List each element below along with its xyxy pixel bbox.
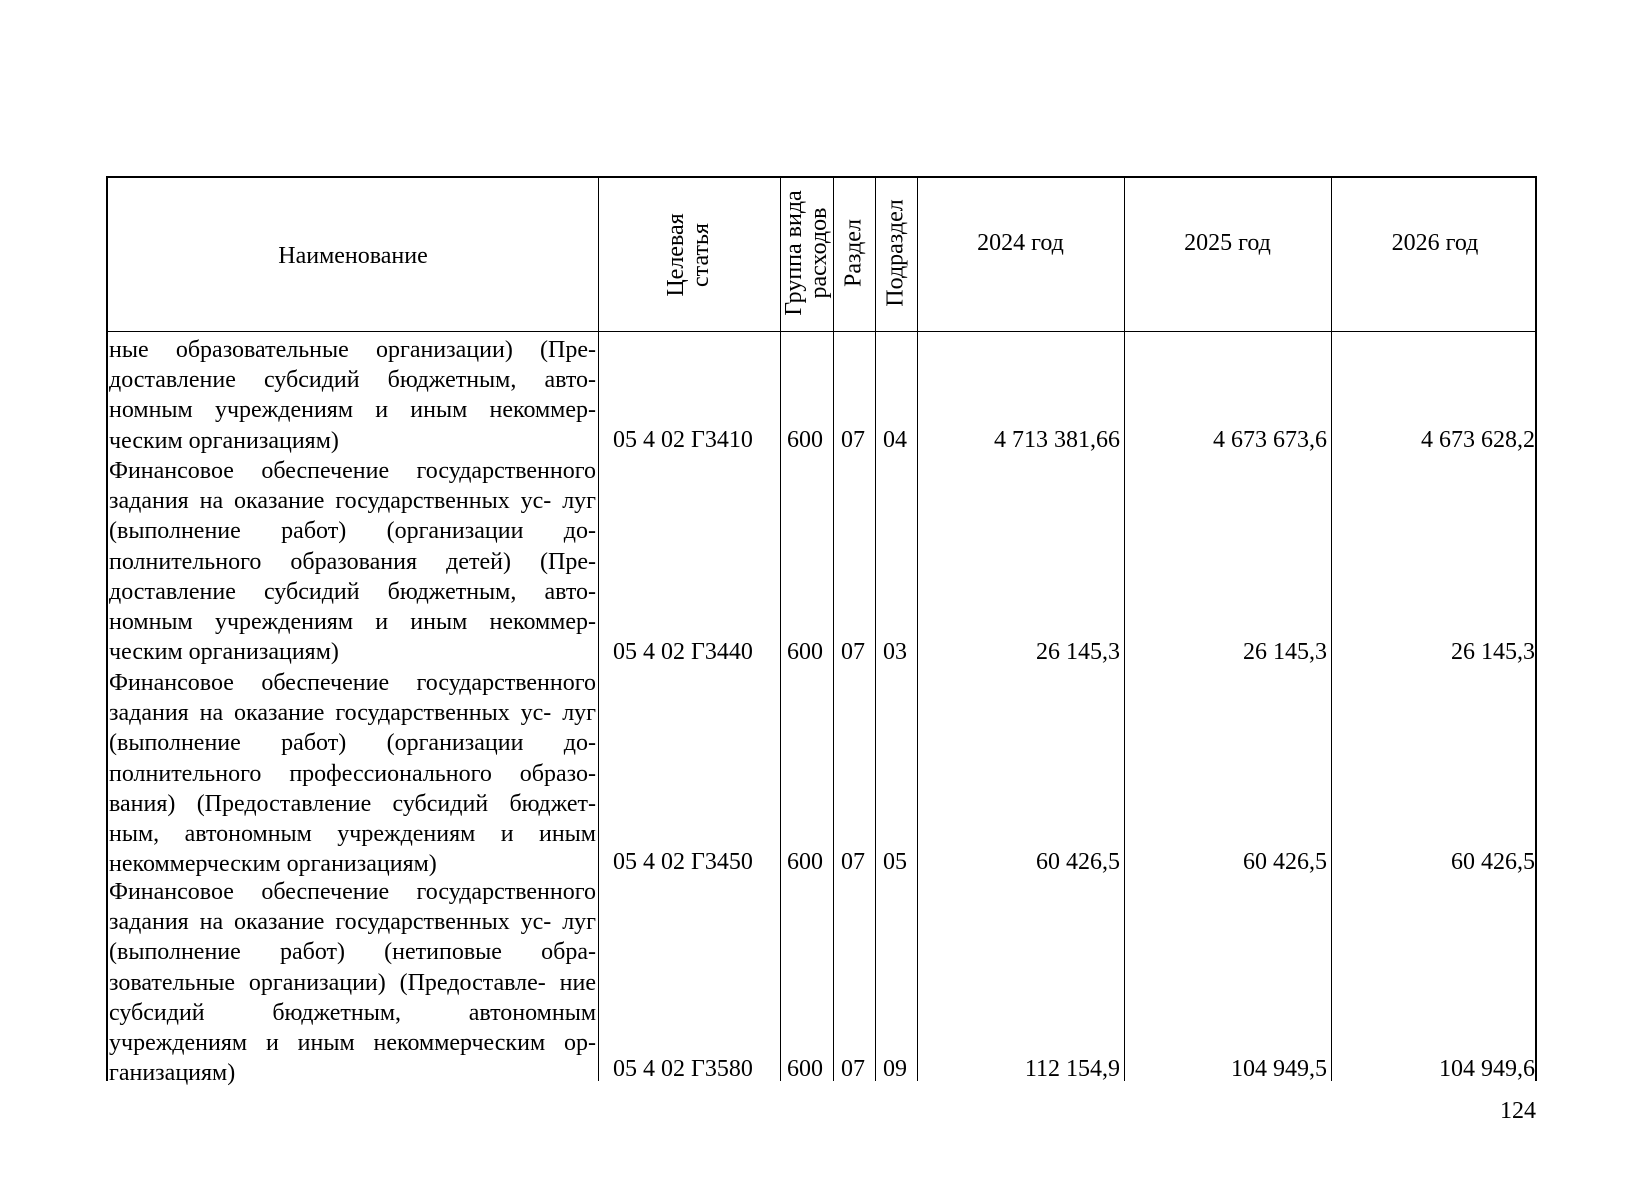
page-number: 124	[1500, 1098, 1536, 1124]
header-target-article: Целевая статья	[663, 213, 714, 297]
column-divider	[917, 178, 918, 1081]
column-divider	[1331, 178, 1332, 1081]
row-amount-2026: 104 949,6	[1439, 1056, 1535, 1082]
row-target-article: 05 4 02 Г3580	[613, 1056, 753, 1082]
row-section: 07	[841, 639, 865, 665]
budget-table	[106, 176, 1537, 1087]
row-amount-2025: 104 949,5	[1231, 1056, 1327, 1082]
row-expense-group: 600	[787, 427, 823, 453]
header-section: Раздел	[840, 219, 867, 287]
row-expense-group: 600	[787, 849, 823, 875]
row-target-article: 05 4 02 Г3450	[613, 849, 753, 875]
row-name: Финансовое обеспечение государственного задания на оказание государственных ус- луг (выполнение работ) (организации до- полнительного профессионального образо- вания) (Предоставление субсидий бюджет- ным, автономным учреждениям и иным некоммерческим организациям)	[109, 670, 597, 878]
row-section: 07	[841, 427, 865, 453]
header-subsection: Подраздел	[882, 199, 909, 307]
row-amount-2024: 112 154,9	[1024, 1056, 1120, 1082]
row-expense-group: 600	[787, 1056, 823, 1082]
column-divider	[875, 178, 876, 1081]
header-year-2024: 2024 год	[977, 229, 1064, 256]
column-divider	[598, 178, 599, 1081]
row-amount-2024: 26 145,3	[1036, 639, 1120, 665]
row-section: 07	[841, 849, 865, 875]
row-amount-2026: 4 673 628,2	[1421, 427, 1535, 453]
row-amount-2025: 60 426,5	[1243, 849, 1327, 875]
row-name: Финансовое обеспечение государственного задания на оказание государственных ус- луг (выполнение работ) (организации до- полнительного образования детей) (Пре- доставление субсидий бюджетным, авто- номным учреждениям и иным некоммер- ческим организациям)	[109, 458, 597, 666]
row-amount-2024: 60 426,5	[1036, 849, 1120, 875]
row-amount-2025: 26 145,3	[1243, 639, 1327, 665]
row-name: ные образовательные организации) (Пре- доставление субсидий бюджетным, авто- номным учреждениям и иным некоммер- ческим организациям)	[109, 337, 596, 454]
header-year-2025: 2025 год	[1184, 229, 1271, 256]
header-expense-group: Группа вида расходов	[781, 190, 832, 316]
row-target-article: 05 4 02 Г3440	[613, 639, 753, 665]
row-amount-2025: 4 673 673,6	[1213, 427, 1327, 453]
row-subsection: 03	[883, 639, 907, 665]
row-section: 07	[841, 1056, 865, 1082]
row-amount-2026: 26 145,3	[1451, 639, 1535, 665]
row-amount-2026: 60 426,5	[1451, 849, 1535, 875]
header-name: Наименование	[278, 243, 428, 269]
row-subsection: 04	[883, 427, 907, 453]
row-subsection: 09	[883, 1056, 907, 1082]
row-name: Финансовое обеспечение государственного задания на оказание государственных ус- луг (выполнение работ) (нетиповые обра- зовательные организации) (Предоставле- ние субсидий бюджетным, автономным учреждениям и иным некоммерческим ор- ганизациям)	[109, 879, 597, 1087]
row-amount-2024: 4 713 381,66	[994, 427, 1120, 453]
column-divider	[833, 178, 834, 1081]
row-subsection: 05	[883, 849, 907, 875]
row-expense-group: 600	[787, 639, 823, 665]
column-divider	[1124, 178, 1125, 1081]
header-year-2026: 2026 год	[1391, 229, 1479, 256]
row-target-article: 05 4 02 Г3410	[613, 427, 753, 453]
